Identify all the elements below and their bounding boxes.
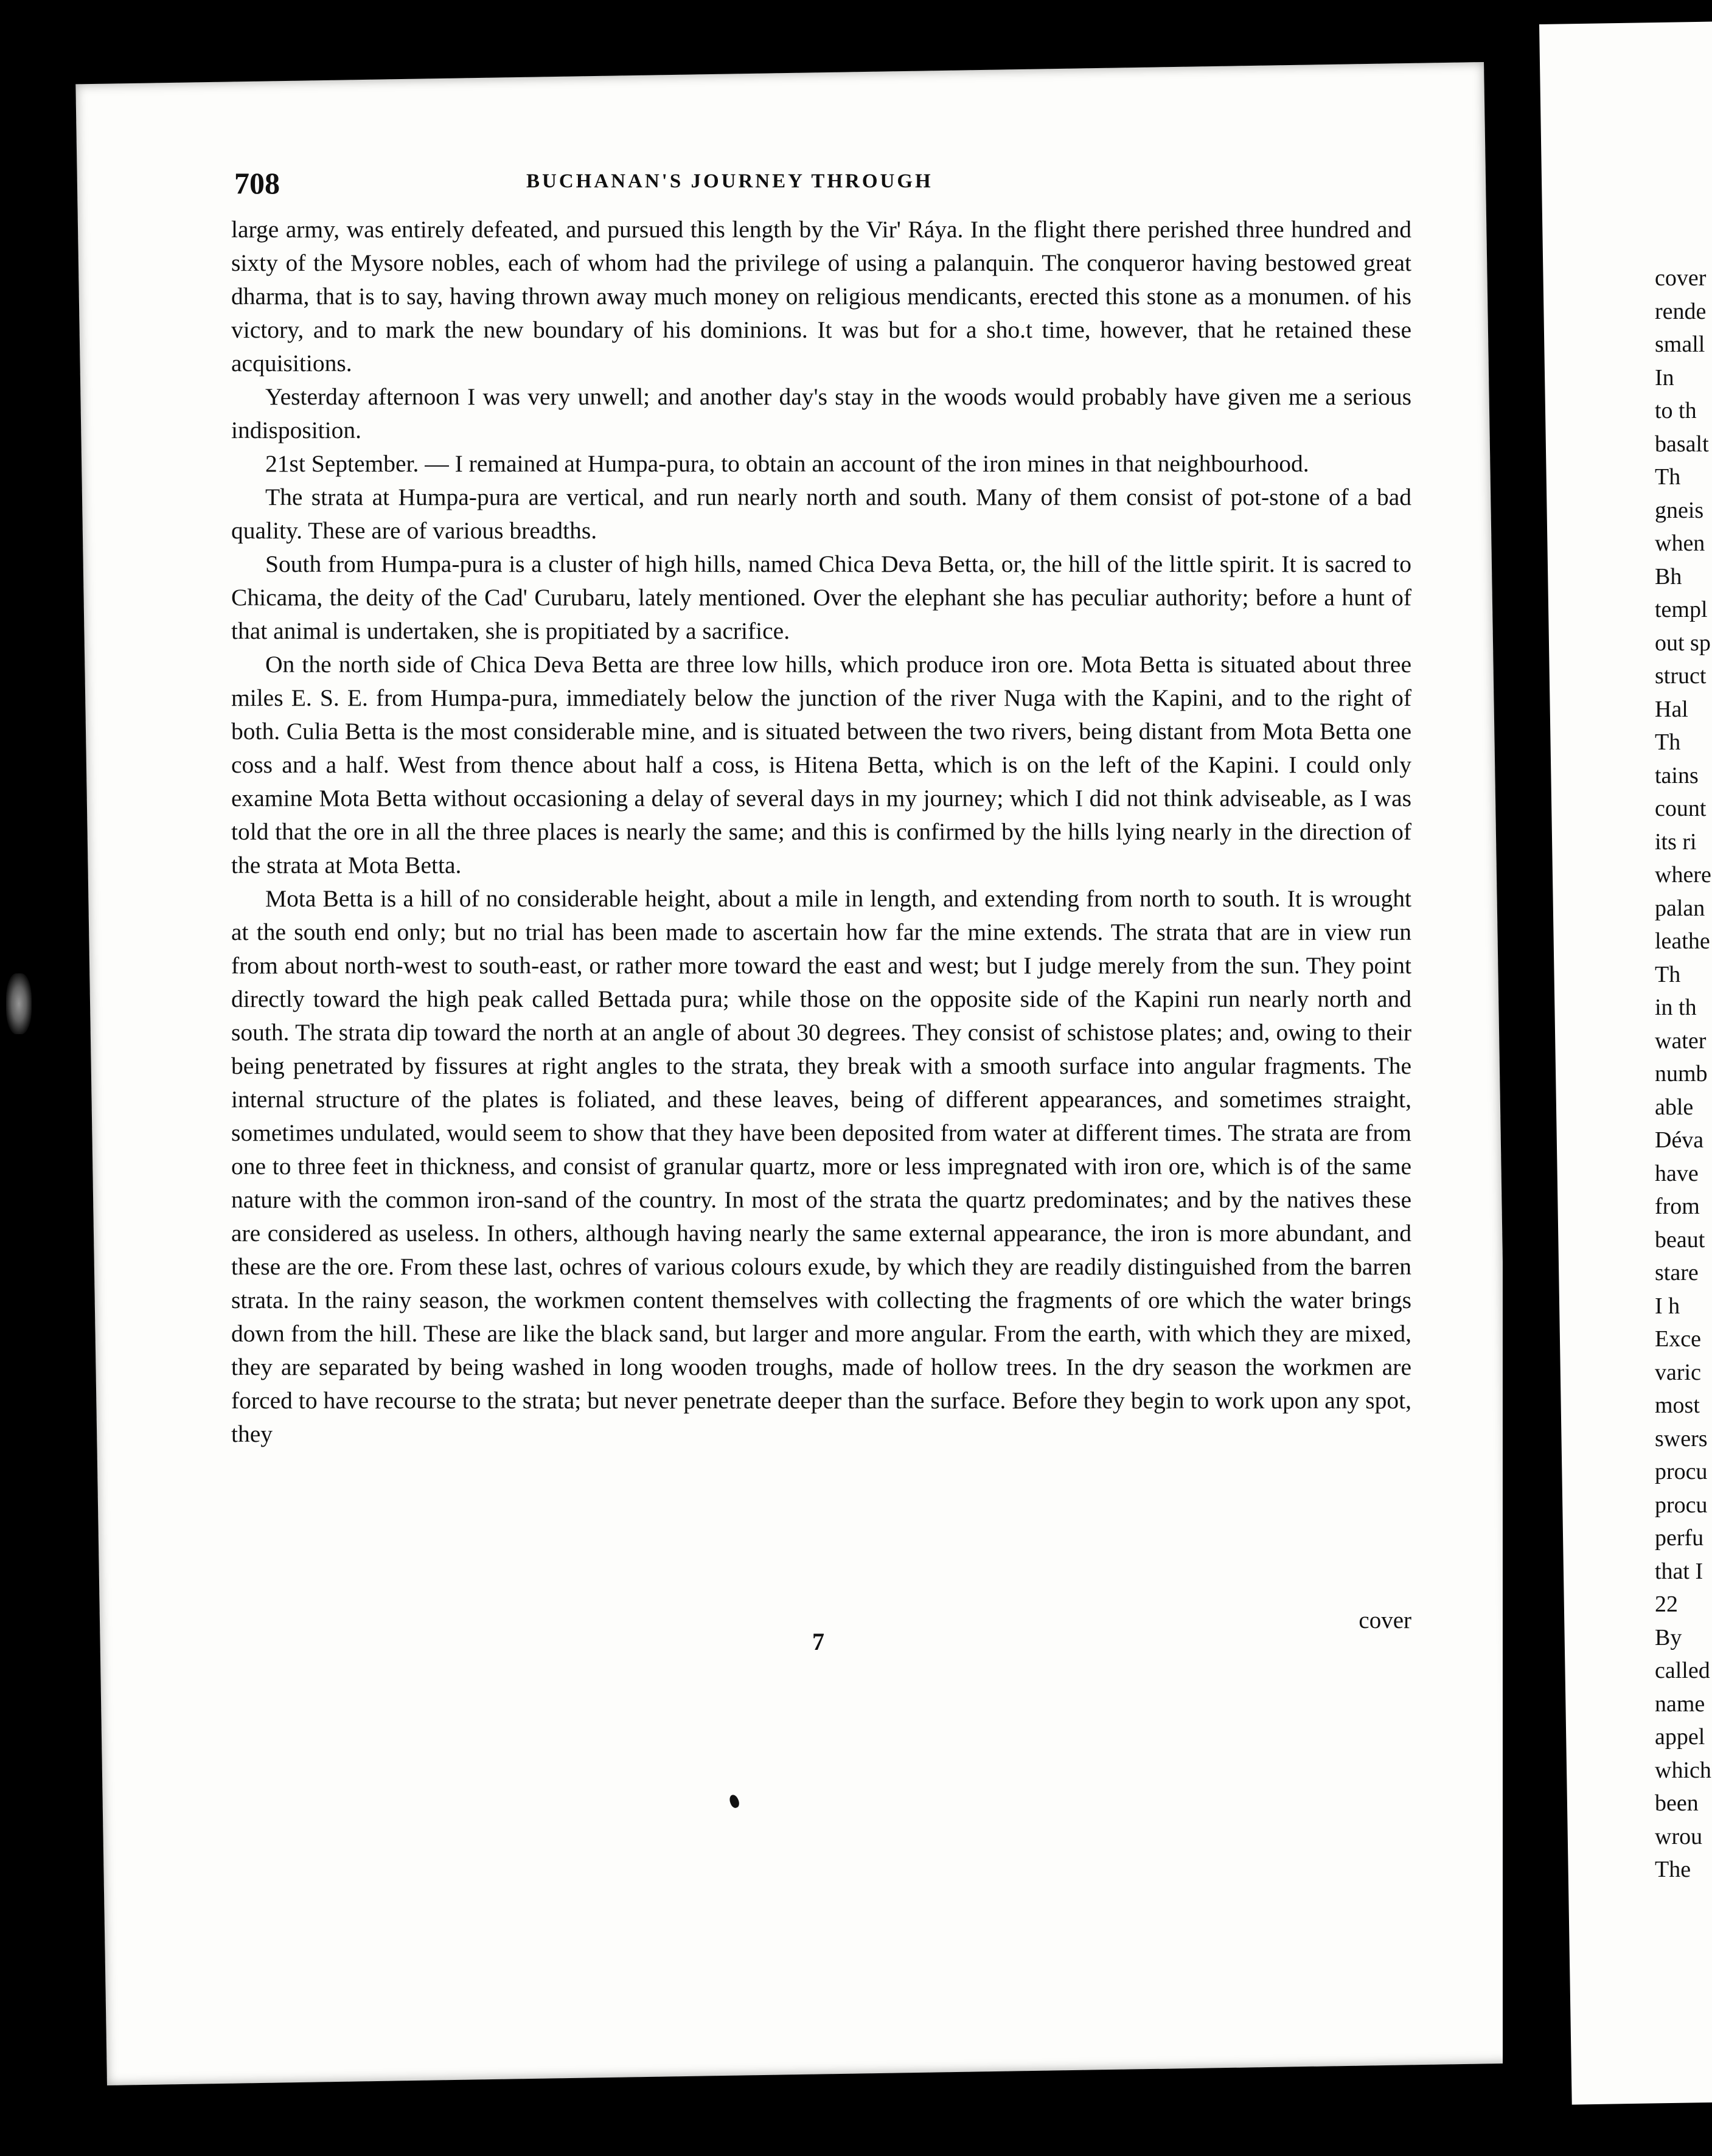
scan-edge-smudge — [6, 973, 32, 1034]
facing-page-fragment: beaut — [1655, 1226, 1705, 1253]
page-number: 708 — [234, 166, 280, 200]
facing-page-fragment: procu — [1655, 1459, 1708, 1484]
facing-page-fragment: called — [1655, 1658, 1710, 1683]
facing-page-text-fragments — [1655, 262, 1712, 1887]
facing-page-fragment: templ — [1655, 597, 1708, 622]
paragraph: large army, was entirely defeated, and pursued this length by the Vir' Ráya. In the flight there perished three hundred and sixty of the Mysore nobles, each of whom had the privilege of using a palanquin. The conqueror having bestowed great dharma, that is to say, having thrown away much money on religious mendicants, erected this stone as a monumen. of his victory, and to mark the new boundary of his dominions. It was but for a sho.t time, however, that he retained these acquisitions. — [231, 216, 1411, 377]
facing-page-fragment: gneis — [1655, 497, 1704, 523]
facing-page-fragment: count — [1655, 796, 1707, 821]
facing-page-fragment: have — [1655, 1160, 1699, 1186]
facing-page-fragment: Déva — [1655, 1127, 1704, 1153]
facing-page-fragment: wrou — [1655, 1823, 1703, 1849]
facing-page-fragment: that I — [1655, 1558, 1703, 1584]
facing-page-fragment: 22 — [1655, 1591, 1678, 1617]
facing-page-fragment: palan — [1655, 895, 1705, 921]
facing-page-fragment: water — [1655, 1028, 1707, 1054]
facing-page-fragment: cover — [1655, 265, 1707, 291]
facing-page-fragment: appel — [1655, 1724, 1705, 1750]
facing-page-fragment: been — [1655, 1790, 1699, 1816]
facing-page-fragment: Th — [1655, 464, 1681, 490]
signature-mark: 7 — [812, 1628, 824, 1655]
paragraph: South from Humpa-pura is a cluster of high hills, named Chica Deva Betta, or, the hill of the little spirit. It is sacred to Chicama, the deity of the Cad' Curubaru, lately mentioned. Over the elephant she has peculiar authority; before a hunt of that animal is undertaken, she is propitiated by a sacrifice. — [231, 551, 1411, 644]
page-gutter — [1503, 49, 1533, 2117]
facing-page-fragment: from — [1655, 1194, 1700, 1219]
paragraph: 21st September. — I remained at Humpa-pura, to obtain an account of the iron mines in that neighbourhood. — [265, 450, 1309, 477]
paragraph: Mota Betta is a hill of no considerable height, about a mile in length, and extending from north to south. It is wrought at the south end only; but no trial has been made to ascertain how far the mine extends. The strata that are in view run from about north-west to south-east, or rather more toward the east and west; but I judge merely from the sun. They point directly toward the high peak called Bettada pura; while those on the opposite side of the Kapini run nearly north and south. The strata dip toward the north at an angle of about 30 degrees. They consist of schistose plates; and, owing to their being penetrated by fissures at right angles to the strata, they break with a smooth surface into angular fragments. The internal structure of the plates is foliated, and these leaves, being of different appearances, and sometimes straight, sometimes undulated, would seem to show that they have been deposited from water at different times. The strata are from one to three feet in thickness, and consist of granular quartz, more or less impregnated with iron ore, which is of the same nature with the common iron-sand of the country. In most of the strata the quartz predominates; and by the natives these are considered as useless. In others, although having nearly the same external appearance, the iron is more abundant, and these are the ore. From these last, ochres of various colours exude, by which they are readily distinguished from the barren strata. In the rainy season, the workmen content themselves with collecting the fragments of ore which the water brings down from the hill. These are like the black sand, but larger and more angular. From the earth, with which they are mixed, they are separated by being washed in long wooden troughs, made of hollow trees. In the dry season the workmen are forced to have recourse to the strata; but never penetrate deeper than the surface. Before they begin to work upon any spot, they — [231, 885, 1411, 1447]
facing-page-fragment: rende — [1655, 298, 1707, 324]
facing-page-fragment: out sp — [1655, 630, 1711, 656]
facing-page-fragment: name — [1655, 1691, 1705, 1717]
facing-page-fragment: tains — [1655, 762, 1699, 788]
facing-page-fragment: stare — [1655, 1260, 1699, 1285]
catchword: cover — [1359, 1607, 1411, 1633]
facing-page-fragment: when — [1655, 530, 1705, 556]
facing-page-fragment: Exce — [1655, 1326, 1701, 1352]
facing-page-fragment: most — [1655, 1393, 1700, 1418]
facing-page-fragment: procu — [1655, 1492, 1708, 1518]
facing-page-fragment: Hal — [1655, 696, 1688, 722]
page-footer — [231, 1607, 1411, 1664]
facing-page-fragment: where — [1655, 862, 1711, 888]
running-title: BUCHANAN'S JOURNEY THROUGH — [526, 170, 933, 192]
facing-page-fragment: perfu — [1655, 1525, 1704, 1551]
facing-page-fragment: numb — [1655, 1061, 1708, 1087]
facing-page-fragment: The — [1655, 1857, 1691, 1882]
facing-page-fragment: I h — [1655, 1293, 1680, 1319]
facing-page-fragment: which — [1655, 1757, 1711, 1783]
paragraph: Yesterday afternoon I was very unwell; and another day's stay in the woods would probably have given me a serious indisposition. — [231, 383, 1411, 443]
facing-page-fragment: small — [1655, 332, 1705, 357]
facing-page-fragment: varic — [1655, 1359, 1701, 1385]
paragraph: On the north side of Chica Deva Betta are three low hills, which produce iron ore. Mota Betta is situated about three miles E. S. E. from Humpa-pura, immediately below the junction of the river Nuga with the Kapini, and to the right of both. Culia Betta is the most considerable mine, and is situated between the two rivers, being distant from Mota Betta one coss and a half. West from thence about half a coss, is Hitena Betta, which is on the left of the Kapini. I could only examine Mota Betta without occasioning a delay of several days in my journey; which I did not think adviseable, as I was told that the ore in all the three places is nearly the same; and this is confirmed by the hills lying nearly in the direction of the strata at Mota Betta. — [231, 651, 1411, 878]
facing-page-fragment: struct — [1655, 663, 1707, 689]
facing-page-fragment: leathe — [1655, 928, 1710, 954]
paragraph: The strata at Humpa-pura are vertical, and run nearly north and south. Many of them consist of pot-stone of a bad quality. These are of various breadths. — [231, 484, 1411, 544]
facing-page-fragment: In — [1655, 364, 1674, 391]
page-header — [234, 165, 1408, 208]
facing-page-fragment: able — [1655, 1094, 1694, 1120]
facing-page-fragment: in th — [1655, 995, 1697, 1020]
facing-page-fragment: its ri — [1655, 829, 1697, 855]
facing-page-fragment: to th — [1655, 398, 1697, 423]
facing-page-fragment: swers — [1655, 1425, 1708, 1452]
facing-page-fragment: Th — [1655, 961, 1681, 987]
body-text — [231, 213, 1411, 1451]
facing-page-fragment: By — [1655, 1624, 1682, 1650]
facing-page-fragment: Bh — [1655, 563, 1682, 589]
facing-page-fragment: basalt — [1655, 431, 1709, 457]
facing-page-fragment: Th — [1655, 729, 1681, 755]
